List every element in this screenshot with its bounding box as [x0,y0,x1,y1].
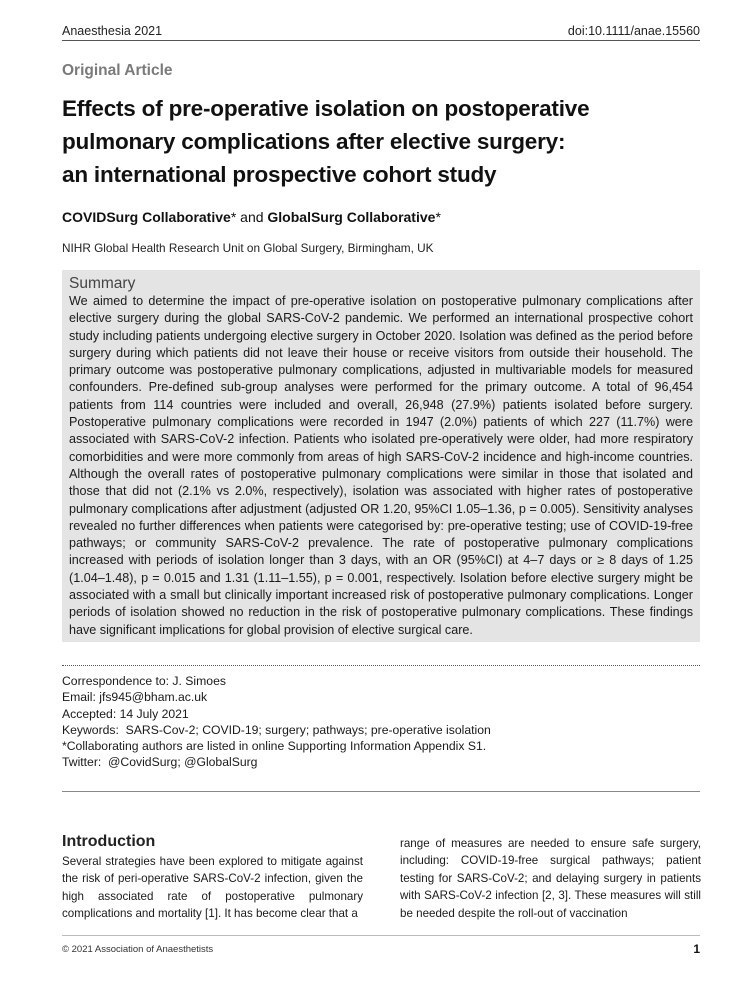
author-globalsurg[interactable]: GlobalSurg Collaborative [267,209,436,225]
authors [62,209,441,225]
author-mark: * [230,209,237,225]
dotted-divider [62,665,700,666]
doi[interactable]: doi:10.1111/anae.15560 [567,24,700,38]
article-type: Original Article [62,62,173,79]
title-line: an international prospective cohort study [62,162,497,187]
twitter[interactable]: Twitter: @CovidSurg; @GlobalSurg [62,755,258,770]
journal-name: Anaesthesia 2021 [62,24,163,38]
keywords: Keywords: SARS-Cov-2; COVID-19; surgery; pathways; pre-operative isolation [62,722,491,737]
author-connector: and [236,209,268,225]
introduction-right-column: range of measures are needed to ensure safe surgery, including: COVID-19-free surgical pathways; patient testing for SARS-CoV-2; and delaying surgery in patients with SARS-CoV-2 infection [2, 3]. These measures will still be needed despite the roll-out of vaccination [400,837,701,920]
correspondence: Correspondence to: J. Simoes [62,674,226,688]
title-line: pulmonary complications after elective surgery: [62,129,566,154]
introduction-heading: Introduction [62,833,156,850]
collaborating-note: *Collaborating authors are listed in online Supporting Information Appendix S1. [62,739,487,754]
summary-heading: Summary [69,275,136,292]
email[interactable]: Email: jfs945@bham.ac.uk [62,690,208,705]
article-title [62,92,682,191]
title-line: Effects of pre-operative isolation on postoperative [62,96,590,121]
copyright: © 2021 Association of Anaesthetists [62,944,214,955]
summary-text: We aimed to determine the impact of pre-operative isolation on postoperative pulmonary complications after elective surgery during the global SARS-CoV-2 pandemic. We performed an international prospective cohort study including patients undergoing elective surgery in October 2020. Isolation was defined as the period before surgery during which patients did not leave their house or receive visitors from outside their household. The primary outcome was postoperative pulmonary complications, adjusted in multivariable models for measured confounders. Pre-defined sub-group analyses were performed for the primary outcome. A total of 96,454 patients from 114 countries were included and overall, 26,948 (27.9%) patients isolated before surgery. Postoperative pulmonary complications were recorded in 1947 (2.0%) patients of which 227 (11.7%) were associated with SARS-CoV-2 infection. Patients who isolated pre-operatively were older, had more respiratory comorbidities and were more commonly from areas of high SARS-CoV-2 incidence and high-income countries. Although the overall rates of postoperative pulmonary complications were similar in those that isolated and those that did not (2.1% vs 2.0%, respectively), isolation was associated with higher rates of postoperative pulmonary complications after adjustment (adjusted OR 1.20, 95%CI 1.05–1.36, p = 0.005). Sensitivity analyses revealed no further differences when patients were categorised by: pre-operative testing; use of COVID-19-free pathways; or community SARS-CoV-2 prevalence. The rate of postoperative pulmonary complications increased with periods of isolation longer than 3 days, with an OR (95%CI) at 4–7 days or ≥ 8 days of 1.25 (1.04–1.48), p = 0.015 and 1.31 (1.11–1.55), p = 0.001, respectively. Isolation before elective surgery might be associated with a small but clinically important increased risk of postoperative pulmonary complications. Longer periods of isolation showed no reduction in the risk of postoperative pulmonary complications. These findings have significant implications for global provision of elective surgical care. [69,294,693,637]
author-mark: * [435,209,441,225]
author-covidsurg[interactable]: COVIDSurg Collaborative [62,209,231,225]
page-number: 1 [693,942,700,956]
introduction-left-column: Several strategies have been explored to mitigate against the risk of peri-operative SARS-CoV-2 infection, given the high associated rate of postoperative pulmonary complications and mortality [1]. It has become clear that a [62,855,363,921]
footer-rule [62,935,700,936]
affiliation: NIHR Global Health Research Unit on Global Surgery, Birmingham, UK [62,241,434,255]
section-divider [62,791,700,792]
article-meta [62,673,491,771]
header-rule [62,40,700,41]
accepted-date: Accepted: 14 July 2021 [62,706,189,721]
